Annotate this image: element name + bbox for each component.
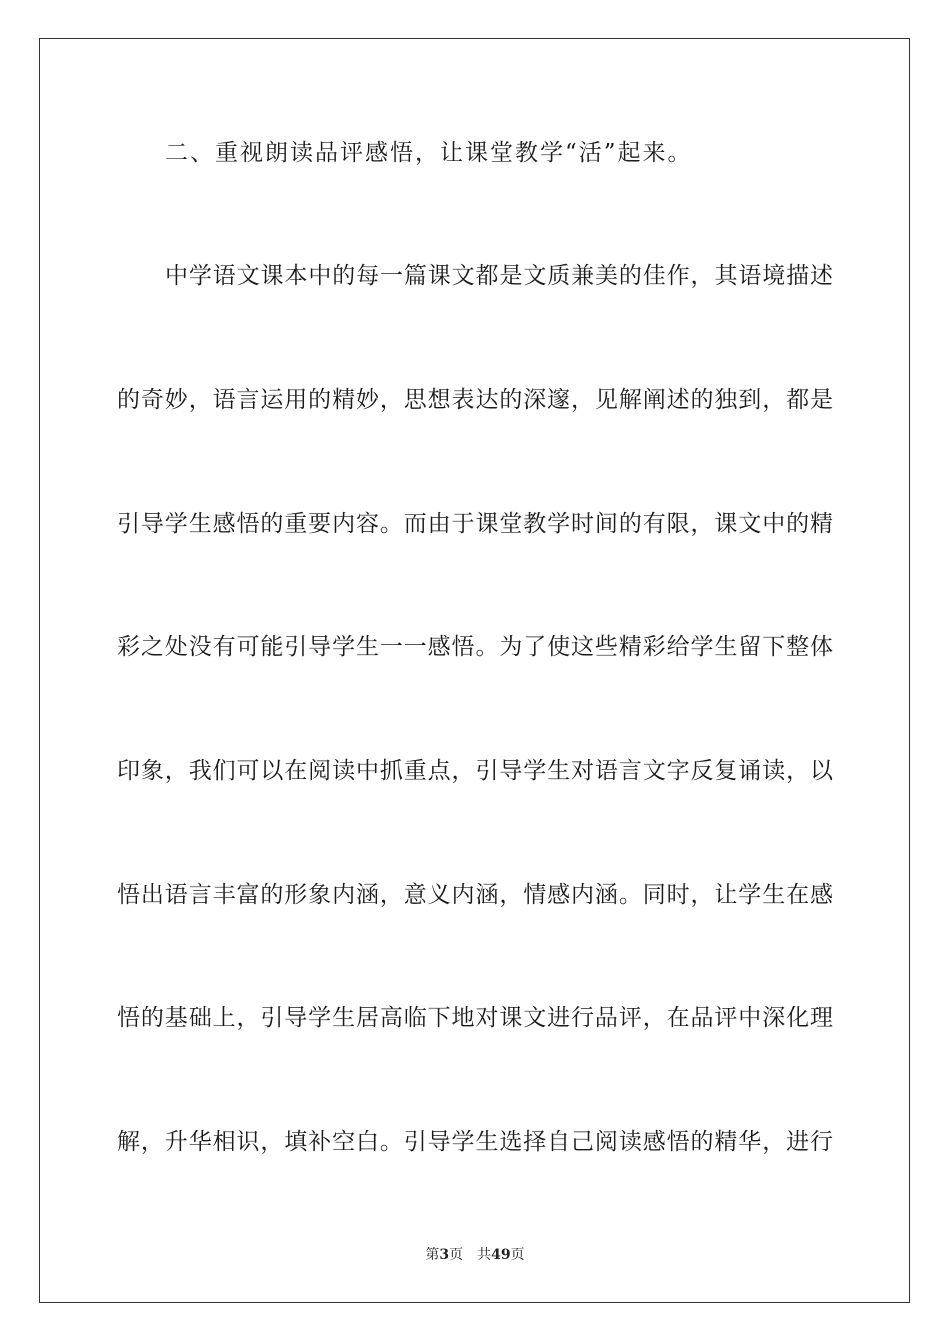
paragraph-line: 中学语文课本中的每一篇课文都是文质兼美的佳作，其语境描述 xyxy=(165,263,833,289)
paragraph-line: 彩之处没有可能引导学生一一感悟。为了使这些精彩给学生留下整体 xyxy=(117,634,833,660)
paragraph-line: 悟的基础上，引导学生居高临下地对课文进行品评，在品评中深化理 xyxy=(117,1005,833,1031)
page-suffix: 页 xyxy=(449,1247,464,1263)
paragraph-line: 悟出语言丰富的形象内涵，意义内涵，情感内涵。同时，让学生在感 xyxy=(117,882,833,908)
page-number: 3 xyxy=(439,1247,450,1263)
total-pages: 49 xyxy=(491,1247,511,1263)
paragraph-line: 引导学生感悟的重要内容。而由于课堂教学时间的有限，课文中的精 xyxy=(117,511,833,537)
total-prefix: 共 xyxy=(477,1247,492,1263)
page-footer xyxy=(0,1245,950,1265)
paragraph-line: 的奇妙，语言运用的精妙，思想表达的深邃，见解阐述的独到，都是 xyxy=(117,387,833,413)
paragraph-line: 印象，我们可以在阅读中抓重点，引导学生对语言文字反复诵读，以 xyxy=(117,758,833,784)
section-heading: 二、重视朗读品评感悟，让课堂教学“活”起来。 xyxy=(165,140,693,166)
paragraph-line: 解，升华相识，填补空白。引导学生选择自己阅读感悟的精华，进行 xyxy=(117,1129,833,1155)
page-prefix: 第 xyxy=(425,1247,440,1263)
total-suffix: 页 xyxy=(510,1247,525,1263)
page-border xyxy=(39,38,910,1303)
